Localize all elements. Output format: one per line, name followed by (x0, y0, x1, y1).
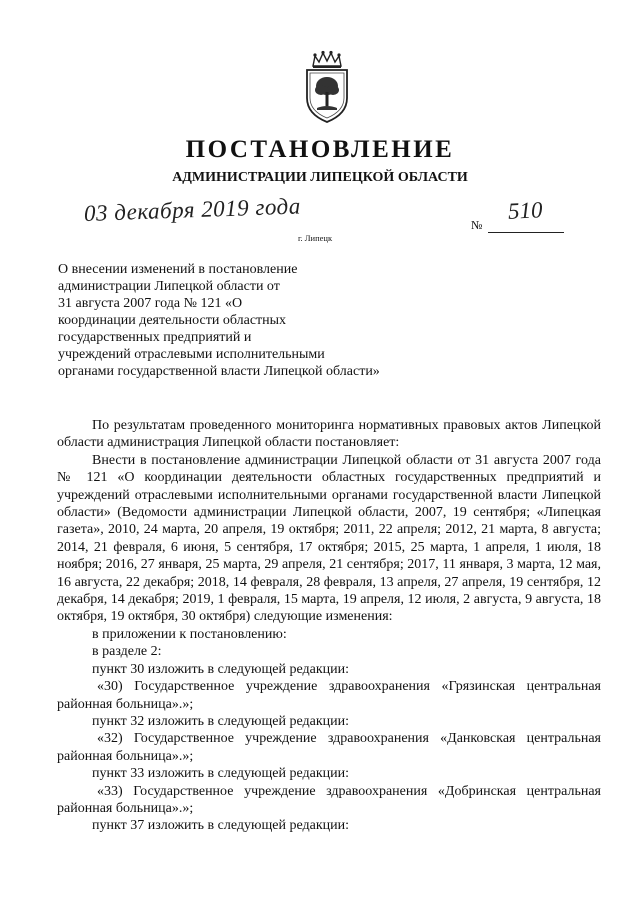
place-of-issue: г. Липецк (298, 233, 333, 243)
subject-line: администрации Липецкой области от (58, 279, 280, 294)
subject-line: органами государственной власти Липецкой области» (58, 364, 380, 379)
number-underline (488, 232, 564, 233)
handwritten-number: 510 (507, 197, 544, 224)
point-30-intro: пункт 30 изложить в следующей редакции: (92, 661, 349, 677)
subject-line: 31 августа 2007 года № 121 «О (58, 296, 243, 311)
document-subject (58, 261, 438, 380)
subject-line: учреждений отраслевыми исполнительными (58, 347, 325, 362)
point-37-intro: пункт 37 изложить в следующей редакции: (92, 818, 349, 834)
subject-line: государственных предприятий и (58, 330, 252, 345)
number-label: № (471, 218, 483, 232)
section-line: в разделе 2: (92, 644, 162, 660)
point-32-text: «32) Государственное учреждение здравоохранения «Данковская центральная районная больница».»; (57, 731, 601, 764)
point-33-text: «33) Государственное учреждение здравоохранения «Добринская центральная районная больница».»; (57, 783, 601, 816)
annex-line: в приложении к постановлению: (92, 626, 287, 642)
point-33-intro: пункт 33 изложить в следующей редакции: (92, 766, 349, 782)
issuing-authority: АДМИНИСТРАЦИИ ЛИПЕЦКОЙ ОБЛАСТИ (172, 170, 468, 185)
handwritten-date: 03 декабря 2019 года (83, 193, 302, 226)
item-1-paragraph: Внести в постановление администрации Липецкой области от 31 августа 2007 года № 121 «О координации деятельности областных государственных предприятий и учреждений отраслевыми исполнительными органами государственной власти Липецкой области» (Ведомости администрации Липецкой области, 2007, 19 сентября; «Липецкая газета», 2010, 24 марта, 20 апреля, 19 октября; 2011, 22 апреля; 2012, 21 марта, 8 августа; 2014, 21 февраля, 6 июня, 5 сентября, 17 октября; 2015, 25 марта, 1 апреля, 1 июля, 18 ноября; 2016, 27 января, 25 марта, 29 апреля, 21 сентября; 2017, 11 января, 3 марта, 12 мая, 16 августа, 22 декабря; 2018, 14 февраля, 28 февраля, 13 апреля, 27 апреля, 19 сентября, 12 декабря, 14 декабря; 2019, 1 февраля, 15 марта, 19 апреля, 12 июля, 2 августа, 9 августа, 18 октября, 19 октября, 30 октября) следующие изменения: (57, 452, 601, 625)
point-32-intro: пункт 32 изложить в следующей редакции: (92, 713, 349, 729)
document-body (57, 417, 601, 835)
coat-of-arms-icon (301, 50, 353, 124)
subject-line: О внесении изменений в постановление (58, 262, 298, 277)
preamble-paragraph: По результатам проведенного мониторинга нормативных правовых актов Липецкой области администрация Липецкой области постановляет: (57, 418, 601, 451)
point-30-text: «30) Государственное учреждение здравоохранения «Грязинская центральная районная больница».»; (57, 679, 601, 712)
document-title: ПОСТАНОВЛЕНИЕ (185, 136, 455, 163)
subject-line: координации деятельности областных (58, 313, 287, 328)
